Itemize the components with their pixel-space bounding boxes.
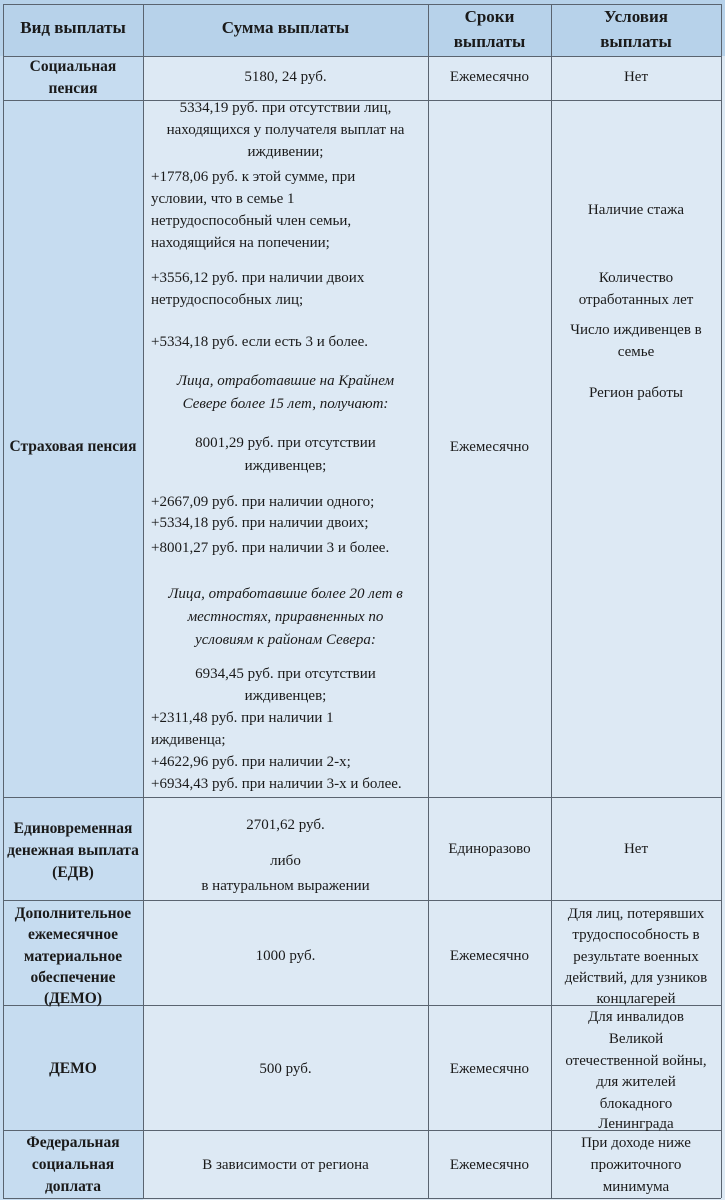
row-conditions: Нет bbox=[623, 841, 649, 857]
column-divider bbox=[3, 4, 4, 1198]
row-amount-line: находящихся у получателя выплат на bbox=[166, 122, 405, 138]
row-amount-line: условиям к районам Севера: bbox=[195, 632, 376, 648]
row-conditions: минимума bbox=[602, 1179, 670, 1195]
row-conditions: семье bbox=[617, 344, 655, 360]
row-divider bbox=[3, 4, 721, 5]
first-column-background bbox=[0, 56, 143, 1200]
row-divider bbox=[3, 1198, 721, 1199]
row-conditions: действий, для узников bbox=[564, 970, 708, 986]
column-divider bbox=[428, 4, 429, 1198]
row-divider bbox=[3, 900, 721, 901]
row-type: обеспечение bbox=[30, 969, 116, 986]
row-amount: либо bbox=[270, 853, 301, 869]
row-amount-line: иждивенца; bbox=[151, 732, 226, 748]
row-terms: Ежемесячно bbox=[449, 69, 530, 85]
row-conditions: для жителей bbox=[596, 1074, 676, 1090]
row-conditions: Регион работы bbox=[589, 385, 683, 401]
row-amount-line: иждивенцев; bbox=[244, 688, 327, 704]
row-conditions: Для лиц, потерявших bbox=[567, 906, 705, 922]
header-type: Вид выплаты bbox=[20, 18, 126, 37]
row-amount-line: иждивении; bbox=[247, 144, 324, 160]
row-amount-line: +3556,12 руб. при наличии двоих bbox=[151, 270, 365, 286]
row-conditions: отработанных лет bbox=[578, 292, 694, 308]
row-terms: Ежемесячно bbox=[449, 1061, 530, 1077]
row-amount: 5180, 24 руб. bbox=[244, 69, 327, 85]
row-amount-line: нетрудоспособный член семьи, bbox=[151, 213, 352, 229]
row-conditions: трудоспособность в bbox=[572, 927, 700, 943]
row-terms: Ежемесячно bbox=[449, 439, 530, 455]
header-conditions: выплаты bbox=[600, 32, 672, 51]
row-amount-line: Лица, отработавшие более 20 лет в bbox=[168, 586, 403, 602]
row-type: ежемесячное bbox=[28, 926, 118, 943]
row-type: Страховая пенсия bbox=[9, 438, 137, 455]
row-divider bbox=[3, 797, 721, 798]
row-amount: в натуральном выражении bbox=[201, 878, 370, 894]
row-type: (ДЕМО) bbox=[43, 990, 102, 1007]
row-conditions: Нет bbox=[623, 69, 649, 85]
row-amount-line: +6934,43 руб. при наличии 3-х и более. bbox=[151, 776, 402, 792]
header-terms: Сроки bbox=[464, 7, 515, 26]
row-amount-line: +2311,48 руб. при наличии 1 bbox=[151, 710, 334, 726]
row-amount-line: +8001,27 руб. при наличии 3 и более. bbox=[151, 540, 390, 556]
row-conditions: Ленинграда bbox=[598, 1116, 674, 1132]
row-type: Социальная bbox=[29, 58, 117, 75]
row-type: Дополнительное bbox=[14, 905, 132, 922]
row-amount-line: +5334,18 руб. если есть 3 и более. bbox=[151, 334, 368, 350]
row-amount-line: 5334,19 руб. при отсутствии лиц, bbox=[179, 100, 392, 116]
row-conditions: концлагерей bbox=[596, 991, 676, 1007]
row-type: Федеральная bbox=[26, 1134, 120, 1151]
row-amount-line: 8001,29 руб. при отсутствии bbox=[195, 435, 376, 451]
row-type: материальное bbox=[23, 948, 123, 965]
row-amount-line: находящийся на попечении; bbox=[151, 235, 330, 251]
row-type: денежная выплата bbox=[7, 842, 139, 859]
row-terms: Ежемесячно bbox=[449, 948, 530, 964]
row-amount-line: нетрудоспособных лиц; bbox=[151, 292, 304, 308]
row-amount: В зависимости от региона bbox=[202, 1157, 369, 1173]
row-conditions: результате военных bbox=[573, 949, 699, 965]
row-conditions: Для инвалидов bbox=[588, 1009, 684, 1025]
header-conditions: Условия bbox=[604, 7, 668, 26]
row-amount: 2701,62 руб. bbox=[246, 817, 325, 833]
row-conditions: отечественной войны, bbox=[565, 1053, 707, 1069]
row-amount: 500 руб. bbox=[259, 1061, 312, 1077]
row-amount-line: 6934,45 руб. при отсутствии bbox=[195, 666, 376, 682]
column-divider bbox=[721, 4, 722, 1198]
row-amount-line: Лица, отработавшие на Крайнем bbox=[176, 373, 395, 389]
row-amount-line: местностях, приравненных по bbox=[187, 609, 384, 625]
row-amount-line: Севере более 15 лет, получают: bbox=[182, 396, 389, 412]
row-conditions: Количество bbox=[598, 270, 674, 286]
row-type: пенсия bbox=[48, 80, 98, 97]
row-type: ДЕМО bbox=[49, 1060, 97, 1077]
row-type: социальная bbox=[31, 1156, 115, 1173]
row-conditions: блокадного bbox=[599, 1096, 673, 1112]
row-amount-line: +2667,09 руб. при наличии одного; bbox=[151, 494, 375, 510]
row-type: Единовременная bbox=[13, 820, 133, 837]
row-amount-line: +1778,06 руб. к этой сумме, при bbox=[151, 169, 356, 185]
row-conditions: Число иждивенцев в bbox=[570, 322, 702, 338]
row-conditions: Великой bbox=[608, 1031, 664, 1047]
row-amount-line: условии, что в семье 1 bbox=[151, 191, 295, 207]
row-amount-line: +4622,96 руб. при наличии 2-х; bbox=[151, 754, 351, 770]
row-terms: Единоразово bbox=[448, 841, 531, 857]
row-amount-line: +5334,18 руб. при наличии двоих; bbox=[151, 515, 369, 531]
row-conditions: При доходе ниже bbox=[581, 1135, 691, 1151]
header-terms: выплаты bbox=[453, 32, 526, 51]
header-amount: Сумма выплаты bbox=[221, 18, 350, 37]
row-conditions: Наличие стажа bbox=[587, 202, 685, 218]
row-type: (ЕДВ) bbox=[52, 864, 94, 881]
row-type: доплата bbox=[44, 1178, 102, 1195]
row-amount: 1000 руб. bbox=[255, 948, 316, 964]
row-terms: Ежемесячно bbox=[449, 1157, 530, 1173]
row-amount-line: иждивенцев; bbox=[244, 458, 327, 474]
row-conditions: прожиточного bbox=[590, 1157, 682, 1173]
